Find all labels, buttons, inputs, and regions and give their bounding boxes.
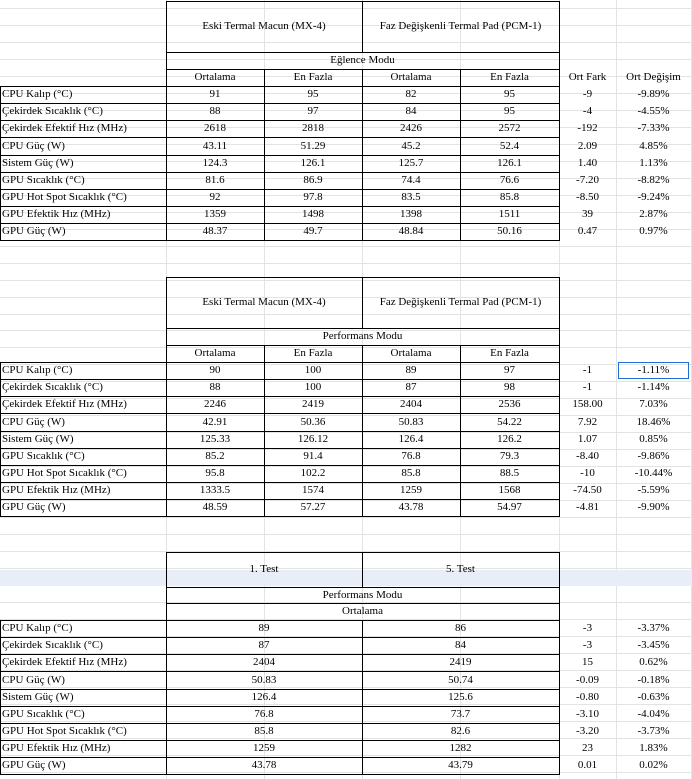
data-cell: 2426 <box>400 122 422 135</box>
data-cell: 1574 <box>302 484 324 497</box>
data-cell: 100 <box>304 381 322 394</box>
data-cell: 50.36 <box>300 415 326 428</box>
row-label: Çekirdek Efektif Hız (MHz) <box>2 398 127 411</box>
diff-cell: -8.50 <box>576 190 599 203</box>
border-line <box>0 723 560 724</box>
data-cell: 95 <box>504 105 515 118</box>
row-label: Sistem Güç (W) <box>2 432 74 445</box>
border-line <box>0 86 1 241</box>
data-cell: 43.79 <box>448 759 473 772</box>
border-line <box>362 345 363 517</box>
border-line <box>264 69 265 241</box>
border-line <box>0 757 560 758</box>
data-cell: 1259 <box>253 742 275 755</box>
diff-cell: 1.07 <box>577 432 598 445</box>
border-line <box>559 552 560 775</box>
diff-cell: -3 <box>582 622 593 635</box>
group-header: Faz Değişkenli Termal Pad (PCM-1) <box>379 20 542 32</box>
column-header: Ortalama <box>342 605 383 617</box>
data-cell: 52.4 <box>499 139 520 152</box>
data-cell: 85.2 <box>205 449 225 462</box>
group-header: Eski Termal Macun (MX-4) <box>202 20 326 32</box>
border-line <box>0 431 560 432</box>
pct-cell: -1.14% <box>637 381 670 394</box>
border-line <box>0 689 560 690</box>
data-cell: 2818 <box>302 122 324 135</box>
data-cell: 95 <box>307 88 319 101</box>
column-header: En Fazla <box>490 71 529 83</box>
border-line <box>166 1 560 2</box>
data-cell: 92 <box>209 190 221 203</box>
border-line <box>0 637 560 638</box>
pct-cell: -8.82% <box>637 173 670 186</box>
border-line <box>0 448 560 449</box>
border-line <box>559 1 560 241</box>
pct-cell: 0.62% <box>639 656 668 669</box>
border-line <box>0 706 560 707</box>
mode-header: Eğlence Modu <box>330 54 395 66</box>
row-label: GPU Hot Spot Sıcaklık (°C) <box>2 466 127 479</box>
data-cell: 85.8 <box>254 724 274 737</box>
data-cell: 48.59 <box>202 501 228 514</box>
data-cell: 50.16 <box>497 225 522 238</box>
border-line <box>0 465 560 466</box>
data-cell: 84 <box>405 105 417 118</box>
border-line <box>0 240 560 241</box>
diff-cell: -10 <box>580 466 595 479</box>
row-label: CPU Güç (W) <box>2 415 65 428</box>
data-cell: 42.91 <box>202 415 228 428</box>
group-header: 5. Test <box>446 563 475 575</box>
border-line <box>0 120 560 121</box>
border-line <box>0 137 560 138</box>
data-cell: 89 <box>258 622 270 635</box>
column-header: Ortalama <box>390 347 432 359</box>
data-cell: 43.78 <box>398 501 424 514</box>
border-line <box>166 587 560 588</box>
border-line <box>460 345 461 517</box>
border-line <box>0 86 560 87</box>
data-cell: 125.7 <box>398 156 424 169</box>
data-cell: 2246 <box>204 398 226 411</box>
border-line <box>0 155 560 156</box>
diff-cell: 15 <box>582 656 593 669</box>
data-cell: 81.6 <box>205 173 225 186</box>
border-line <box>166 345 560 346</box>
data-cell: 48.84 <box>398 225 424 238</box>
pct-cell: 4.85% <box>639 139 668 152</box>
diff-cell: 39 <box>582 208 593 221</box>
pct-cell: -3.45% <box>637 639 670 652</box>
data-cell: 74.4 <box>401 173 421 186</box>
row-label: GPU Sıcaklık (°C) <box>2 173 85 186</box>
diff-cell: -9 <box>582 88 593 101</box>
border-line <box>0 620 1 775</box>
border-line <box>166 1 167 241</box>
data-cell: 82 <box>405 88 417 101</box>
data-cell: 126.12 <box>297 432 329 445</box>
column-header: Ortalama <box>194 71 236 83</box>
data-cell: 1333.5 <box>199 484 231 497</box>
border-line <box>0 499 560 500</box>
diff-cell: -0.09 <box>576 673 599 686</box>
data-cell: 95.8 <box>205 466 225 479</box>
row-label: GPU Güç (W) <box>2 225 66 238</box>
data-cell: 1568 <box>498 484 521 497</box>
border-line <box>0 620 560 621</box>
pct-cell: -3.37% <box>637 622 670 635</box>
diff-cell: -0.80 <box>576 690 599 703</box>
data-cell: 45.2 <box>401 139 421 152</box>
gridline <box>0 534 692 535</box>
pct-cell: -4.55% <box>637 105 670 118</box>
data-cell: 91.4 <box>303 449 323 462</box>
data-cell: 88.5 <box>499 466 520 479</box>
border-line <box>166 277 560 278</box>
data-cell: 90 <box>209 364 221 377</box>
border-line <box>0 482 560 483</box>
diff-cell: 2.09 <box>577 139 598 152</box>
data-cell: 2572 <box>498 122 521 135</box>
data-cell: 84 <box>455 639 466 652</box>
data-cell: 1282 <box>449 742 472 755</box>
data-cell: 50.83 <box>398 415 424 428</box>
row-label: Çekirdek Efektif Hız (MHz) <box>2 122 127 135</box>
data-cell: 2419 <box>449 656 472 669</box>
pct-cell: -0.18% <box>637 673 670 686</box>
diff-cell: -1 <box>582 364 593 377</box>
data-cell: 124.3 <box>202 156 228 169</box>
data-cell: 86.9 <box>303 173 323 186</box>
data-cell: 73.7 <box>450 707 471 720</box>
data-cell: 125.33 <box>199 432 231 445</box>
column-header: Ortalama <box>390 71 432 83</box>
data-cell: 100 <box>304 364 322 377</box>
diff-cell: -3.10 <box>576 707 599 720</box>
pct-cell: -5.59% <box>637 484 670 497</box>
data-cell: 88 <box>209 381 221 394</box>
gridline <box>0 263 692 264</box>
pct-cell: -7.33% <box>637 122 670 135</box>
data-cell: 2536 <box>498 398 521 411</box>
data-cell: 51.29 <box>300 139 326 152</box>
data-cell: 85.8 <box>499 190 520 203</box>
data-cell: 48.37 <box>202 225 228 238</box>
data-cell: 57.27 <box>300 501 326 514</box>
border-line <box>559 277 560 517</box>
border-line <box>0 516 560 517</box>
row-label: GPU Sıcaklık (°C) <box>2 449 85 462</box>
row-label: Çekirdek Sıcaklık (°C) <box>2 381 103 394</box>
data-cell: 83.5 <box>401 190 421 203</box>
data-cell: 1259 <box>400 484 422 497</box>
diff-cell: -192 <box>577 122 598 135</box>
column-header-diff: Ort Fark <box>568 71 607 83</box>
pct-cell: -10.44% <box>634 466 673 479</box>
data-cell: 85.8 <box>401 466 421 479</box>
border-line <box>0 413 560 414</box>
border-line <box>264 345 265 517</box>
diff-cell: 0.47 <box>577 225 598 238</box>
pct-cell: 1.83% <box>639 742 668 755</box>
data-cell: 76.8 <box>254 707 274 720</box>
border-line <box>0 189 560 190</box>
row-label: GPU Sıcaklık (°C) <box>2 707 85 720</box>
data-cell: 97.8 <box>303 190 323 203</box>
data-cell: 98 <box>504 381 515 394</box>
diff-cell: 7.92 <box>577 415 598 428</box>
diff-cell: -4.81 <box>576 501 599 514</box>
data-cell: 97 <box>307 105 319 118</box>
border-line <box>0 379 560 380</box>
pct-cell: 18.46% <box>636 415 671 428</box>
border-line <box>460 69 461 241</box>
column-header: En Fazla <box>293 347 333 359</box>
data-cell: 125.6 <box>448 690 473 703</box>
column-header-pct: Ort Değişim <box>626 71 681 83</box>
row-label: Çekirdek Sıcaklık (°C) <box>2 105 103 118</box>
pct-cell: -1.11% <box>637 364 670 377</box>
data-cell: 1359 <box>204 208 226 221</box>
border-line <box>0 103 560 104</box>
gridline <box>0 517 692 518</box>
data-cell: 87 <box>258 639 270 652</box>
row-label: Sistem Güç (W) <box>2 156 74 169</box>
data-cell: 1511 <box>498 208 521 221</box>
pct-cell: 0.02% <box>639 759 668 772</box>
diff-cell: 0.01 <box>577 759 598 772</box>
data-cell: 126.1 <box>300 156 326 169</box>
border-line <box>166 603 560 604</box>
data-cell: 126.1 <box>497 156 522 169</box>
data-cell: 43.78 <box>251 759 277 772</box>
border-line <box>166 69 560 70</box>
mode-header: Performans Modu <box>322 588 403 601</box>
border-line <box>166 277 167 517</box>
data-cell: 97 <box>504 364 515 377</box>
data-cell: 76.6 <box>499 173 520 186</box>
data-cell: 2404 <box>400 398 422 411</box>
row-label: GPU Efektik Hız (MHz) <box>2 208 111 221</box>
data-cell: 76.8 <box>401 449 421 462</box>
data-cell: 2618 <box>204 122 226 135</box>
border-line <box>0 172 560 173</box>
pct-cell: -3.73% <box>637 724 670 737</box>
diff-cell: -1 <box>582 381 593 394</box>
border-line <box>362 277 363 329</box>
data-cell: 126.4 <box>398 432 424 445</box>
gridline <box>0 246 692 247</box>
diff-cell: -3.20 <box>576 724 599 737</box>
border-line <box>166 552 167 775</box>
group-header: Eski Termal Macun (MX-4) <box>202 296 326 308</box>
column-header: En Fazla <box>490 347 529 359</box>
diff-cell: -7.20 <box>576 173 599 186</box>
diff-cell: 158.00 <box>572 398 603 411</box>
border-line <box>362 69 363 241</box>
pct-cell: -9.24% <box>637 190 670 203</box>
data-cell: 50.74 <box>448 673 473 686</box>
row-label: GPU Hot Spot Sıcaklık (°C) <box>2 724 127 737</box>
pct-cell: -0.63% <box>637 690 670 703</box>
pct-cell: -9.86% <box>637 449 670 462</box>
data-cell: 54.22 <box>497 415 522 428</box>
row-label: CPU Güç (W) <box>2 673 65 686</box>
pct-cell: -9.89% <box>637 88 670 101</box>
data-cell: 2419 <box>302 398 324 411</box>
pct-cell: 2.87% <box>639 208 668 221</box>
row-label: CPU Kalıp (°C) <box>2 622 73 635</box>
column-header: Ortalama <box>194 347 236 359</box>
mode-header: Performans Modu <box>322 330 403 342</box>
row-label: CPU Güç (W) <box>2 139 65 152</box>
data-cell: 87 <box>405 381 417 394</box>
border-line <box>0 362 560 363</box>
diff-cell: -3 <box>582 639 593 652</box>
pct-cell: 0.97% <box>639 225 668 238</box>
data-cell: 43.11 <box>202 139 228 152</box>
border-line <box>0 362 1 517</box>
diff-cell: -8.40 <box>576 449 599 462</box>
row-label: CPU Kalıp (°C) <box>2 88 73 101</box>
row-label: Çekirdek Sıcaklık (°C) <box>2 639 103 652</box>
border-line <box>362 620 363 775</box>
row-label: Çekirdek Efektif Hız (MHz) <box>2 656 127 669</box>
diff-cell: 23 <box>582 742 593 755</box>
data-cell: 79.3 <box>499 449 520 462</box>
data-cell: 88 <box>209 105 221 118</box>
pct-cell: -4.04% <box>637 707 670 720</box>
diff-cell: -4 <box>582 105 593 118</box>
row-label: GPU Güç (W) <box>2 501 66 514</box>
border-line <box>0 671 560 672</box>
border-line <box>0 774 560 775</box>
border-line <box>0 223 560 224</box>
border-line <box>166 328 560 329</box>
group-header: Faz Değişkenli Termal Pad (PCM-1) <box>379 296 542 308</box>
pct-cell: 0.85% <box>639 432 668 445</box>
data-cell: 1398 <box>400 208 422 221</box>
pct-cell: -9.90% <box>637 501 670 514</box>
border-line <box>166 552 560 553</box>
pct-cell: 7.03% <box>639 398 668 411</box>
data-cell: 50.83 <box>251 673 277 686</box>
row-label: GPU Efektik Hız (MHz) <box>2 484 111 497</box>
data-cell: 95 <box>504 88 515 101</box>
border-line <box>362 552 363 588</box>
data-cell: 54.97 <box>497 501 522 514</box>
border-line <box>0 206 560 207</box>
selected-cell[interactable] <box>618 362 689 379</box>
data-cell: 126.2 <box>497 432 522 445</box>
row-label: GPU Efektik Hız (MHz) <box>2 742 111 755</box>
data-cell: 89 <box>405 364 417 377</box>
row-label: GPU Güç (W) <box>2 759 66 772</box>
border-line <box>166 52 560 53</box>
data-cell: 82.6 <box>450 724 471 737</box>
data-cell: 86 <box>455 622 466 635</box>
data-cell: 126.4 <box>251 690 277 703</box>
border-line <box>0 740 560 741</box>
row-label: Sistem Güç (W) <box>2 690 74 703</box>
group-header: 1. Test <box>249 563 279 575</box>
diff-cell: -74.50 <box>573 484 602 497</box>
row-label: GPU Hot Spot Sıcaklık (°C) <box>2 190 127 203</box>
data-cell: 102.2 <box>300 466 326 479</box>
data-cell: 1498 <box>302 208 324 221</box>
pct-cell: 1.13% <box>639 156 668 169</box>
data-cell: 91 <box>209 88 221 101</box>
data-cell: 49.7 <box>303 225 323 238</box>
column-header: En Fazla <box>293 71 333 83</box>
border-line <box>362 1 363 53</box>
diff-cell: 1.40 <box>577 156 598 169</box>
border-line <box>0 396 560 397</box>
row-label: CPU Kalıp (°C) <box>2 364 73 377</box>
border-line <box>0 654 560 655</box>
data-cell: 2404 <box>253 656 275 669</box>
